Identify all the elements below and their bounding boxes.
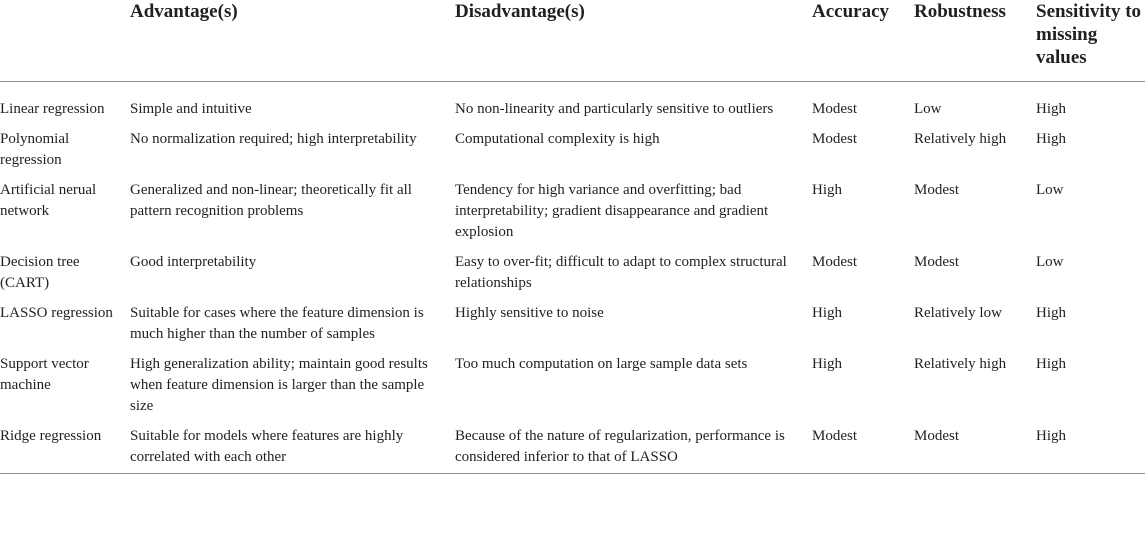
robustness-cell: Low (914, 101, 942, 117)
robustness-cell: Modest (914, 254, 959, 270)
table-row (0, 426, 1145, 474)
advantage-cell: Generalized and non-linear; theoretically fit all pattern recognition problems (130, 182, 412, 219)
header-row (0, 0, 1145, 82)
table-row (0, 303, 1145, 354)
disadvantage-cell: Highly sensitive to noise (455, 305, 604, 321)
method-cell: Polynomial regression (0, 131, 70, 168)
advantage-cell: Simple and intuitive (130, 101, 252, 117)
robustness-cell: Relatively high (914, 356, 1007, 372)
robustness-cell: Relatively high (914, 131, 1007, 147)
accuracy-cell: High (812, 182, 842, 198)
table-row (0, 354, 1145, 426)
sensitivity-cell: High (1036, 305, 1066, 321)
header-robustness: Robustness (914, 0, 1036, 82)
header-method (0, 0, 130, 82)
disadvantage-cell: No non-linearity and particularly sensitive to outliers (455, 101, 774, 117)
header-sensitivity: Sensitivity to missing values (1036, 0, 1145, 82)
disadvantage-cell: Computational complexity is high (455, 131, 660, 147)
advantage-cell: Suitable for cases where the feature dimension is much higher than the number of samples (130, 305, 424, 342)
table-row (0, 82, 1145, 130)
table-row (0, 180, 1145, 252)
robustness-cell: Modest (914, 182, 959, 198)
accuracy-cell: Modest (812, 101, 857, 117)
sensitivity-cell: High (1036, 131, 1066, 147)
robustness-cell: Relatively low (914, 305, 1002, 321)
method-cell: LASSO regression (0, 305, 113, 321)
method-cell: Support vector machine (0, 356, 89, 393)
header-advantages: Advantage(s) (130, 0, 455, 82)
accuracy-cell: High (812, 356, 842, 372)
method-cell: Ridge regression (0, 426, 130, 474)
table-row (0, 252, 1145, 303)
disadvantage-cell: Too much computation on large sample data sets (455, 356, 748, 372)
advantage-cell: Suitable for models where features are highly correlated with each other (130, 426, 455, 474)
accuracy-cell: High (812, 305, 842, 321)
header-accuracy: Accuracy (812, 0, 914, 82)
sensitivity-cell: High (1036, 356, 1066, 372)
sensitivity-cell: High (1036, 426, 1145, 474)
disadvantage-cell: Easy to over-fit; difficult to adapt to complex structural relationships (455, 254, 787, 291)
sensitivity-cell: High (1036, 101, 1066, 117)
advantage-cell: No normalization required; high interpretability (130, 131, 417, 147)
accuracy-cell: Modest (812, 131, 857, 147)
robustness-cell: Modest (914, 426, 1036, 474)
method-cell: Linear regression (0, 101, 105, 117)
disadvantage-cell: Tendency for high variance and overfitting; bad interpretability; gradient disappearance and gradient explosion (455, 182, 769, 240)
accuracy-cell: Modest (812, 426, 914, 474)
table-row (0, 129, 1145, 180)
sensitivity-cell: Low (1036, 182, 1064, 198)
header-disadvantages: Disadvantage(s) (455, 0, 812, 82)
disadvantage-cell: Because of the nature of regularization, performance is considered inferior to that of LASSO (455, 426, 812, 474)
accuracy-cell: Modest (812, 254, 857, 270)
advantage-cell: High generalization ability; maintain good results when feature dimension is larger than the sample size (130, 356, 428, 414)
method-cell: Decision tree (CART) (0, 254, 80, 291)
advantage-cell: Good interpretability (130, 254, 257, 270)
sensitivity-cell: Low (1036, 254, 1064, 270)
method-cell: Artificial nerual network (0, 182, 97, 219)
